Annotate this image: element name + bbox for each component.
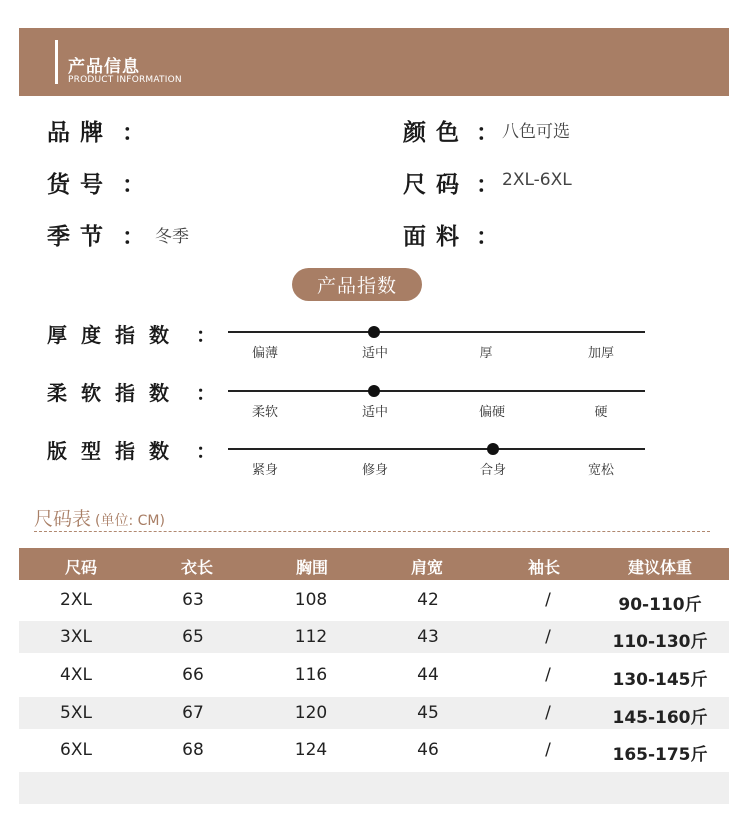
softness-tick-4: 硬 <box>594 405 608 420</box>
softness-tick-1: 柔软 <box>251 405 279 420</box>
cell-shoulder: 44 <box>417 665 439 685</box>
header-sleeve: 袖长 <box>527 558 561 577</box>
cell-size: 2XL <box>60 590 92 610</box>
size-table-header <box>19 548 729 580</box>
fabric-colon: ： <box>476 224 499 250</box>
softness-index-label: 柔软指数 <box>47 381 183 405</box>
softness-tick-3: 偏硬 <box>478 405 506 420</box>
season-label: 季节 <box>47 224 113 250</box>
softness-scale-line <box>228 390 645 392</box>
product-info-header <box>19 28 729 96</box>
cell-shoulder: 46 <box>417 740 439 760</box>
fit-indicator-dot <box>487 443 499 455</box>
header-shoulder: 肩宽 <box>410 558 444 577</box>
table-row <box>19 734 729 766</box>
thickness-scale-line <box>228 331 645 333</box>
cell-weight: 165-175斤 <box>612 745 708 765</box>
cell-shoulder: 45 <box>417 703 439 723</box>
size-colon: ： <box>476 172 499 198</box>
cell-sleeve: / <box>545 703 551 723</box>
header-weight: 建议体重 <box>627 558 693 577</box>
size-label: 尺码 <box>403 172 469 198</box>
color-label: 颜色 <box>403 120 469 146</box>
cell-chest: 108 <box>294 590 328 610</box>
softness-indicator-dot <box>368 385 380 397</box>
cell-length: 68 <box>182 740 204 760</box>
cell-length: 67 <box>182 703 204 723</box>
fit-tick-4: 宽松 <box>587 463 615 478</box>
item-no-colon: ： <box>122 172 145 198</box>
table-row <box>19 659 729 691</box>
thickness-index-label: 厚度指数 <box>47 323 183 347</box>
cell-size: 5XL <box>60 703 92 723</box>
cell-sleeve: / <box>545 590 551 610</box>
cell-length: 66 <box>182 665 204 685</box>
fit-index-label: 版型指数 <box>47 439 183 463</box>
color-colon: ： <box>476 120 499 146</box>
cell-chest: 120 <box>294 703 328 723</box>
header-subtitle: PRODUCT INFORMATION <box>68 75 182 85</box>
thickness-index-colon: ： <box>196 323 216 347</box>
fit-tick-1: 紧身 <box>251 463 279 478</box>
color-value: 八色可选 <box>502 122 570 142</box>
thickness-tick-3: 厚 <box>479 346 493 361</box>
cell-sleeve: / <box>545 627 551 647</box>
item-no-label: 货号 <box>47 172 113 198</box>
season-colon: ： <box>122 224 145 250</box>
table-empty-row <box>19 772 729 804</box>
cell-size: 6XL <box>60 740 92 760</box>
size-table-unit: (单位: CM) <box>95 513 165 529</box>
fit-tick-3: 合身 <box>479 463 507 478</box>
cell-weight: 110-130斤 <box>612 632 708 652</box>
thickness-tick-2: 适中 <box>361 346 389 361</box>
header-size: 尺码 <box>64 558 98 577</box>
fit-scale-line <box>228 448 645 450</box>
cell-weight: 90-110斤 <box>618 595 702 615</box>
cell-sleeve: / <box>545 740 551 760</box>
size-value: 2XL-6XL <box>502 170 572 190</box>
header-accent-bar <box>55 40 58 84</box>
fabric-label: 面料 <box>403 224 469 250</box>
cell-shoulder: 42 <box>417 590 439 610</box>
cell-weight: 130-145斤 <box>612 670 708 690</box>
cell-size: 4XL <box>60 665 92 685</box>
header-title: 产品信息 <box>68 57 140 77</box>
product-index-pill: 产品指数 <box>292 268 422 301</box>
brand-colon: ： <box>122 120 145 146</box>
header-chest: 胸围 <box>295 558 329 577</box>
season-value: 冬季 <box>155 227 189 247</box>
softness-index-colon: ： <box>196 381 216 405</box>
cell-size: 3XL <box>60 627 92 647</box>
softness-tick-2: 适中 <box>361 405 389 420</box>
cell-shoulder: 43 <box>417 627 439 647</box>
cell-length: 65 <box>182 627 204 647</box>
size-table-title-text: 尺码表 <box>34 508 92 530</box>
thickness-indicator-dot <box>368 326 380 338</box>
dashed-divider <box>34 531 710 532</box>
table-row <box>19 584 729 616</box>
cell-weight: 145-160斤 <box>612 708 708 728</box>
cell-chest: 112 <box>294 627 328 647</box>
fit-index-colon: ： <box>196 439 216 463</box>
table-row <box>19 697 729 729</box>
header-length: 衣长 <box>180 558 214 577</box>
size-table-title <box>34 504 165 531</box>
cell-chest: 116 <box>294 665 328 685</box>
table-row <box>19 621 729 653</box>
thickness-tick-4: 加厚 <box>587 346 615 361</box>
brand-label: 品牌 <box>47 120 113 146</box>
cell-length: 63 <box>182 590 204 610</box>
fit-tick-2: 修身 <box>361 463 389 478</box>
cell-sleeve: / <box>545 665 551 685</box>
cell-chest: 124 <box>294 740 328 760</box>
thickness-tick-1: 偏薄 <box>251 346 279 361</box>
